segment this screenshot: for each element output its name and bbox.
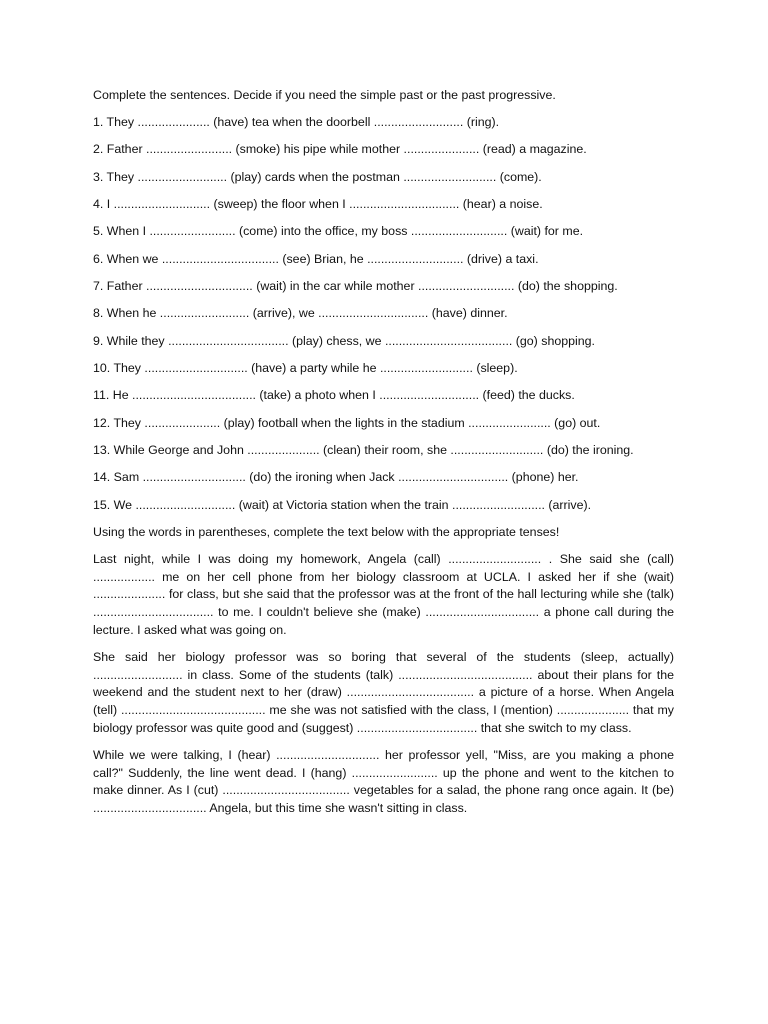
story-paragraph-1: Last night, while I was doing my homework, Angela (call) ........................... . She said she (call) .................. me on her cell phone from her biology classroom at UCLA. I asked her if she (wait) ..................... for class, but she said that the professor was at the front of the hall lecturing while she (talk) ................................... to me. I couldn't believe she (make) ................................. a phone call during the lecture. I asked what was going on. [93,552,674,637]
exercise-item: 6. When we .................................. (see) Brian, he ............................ (drive) a taxi. [93,251,539,266]
exercise-item: 2. Father ......................... (smoke) his pipe while mother ...................... (read) a magazine. [93,142,587,157]
exercise-item: 8. When he .......................... (arrive), we ................................ (have) dinner. [93,306,508,321]
worksheet-page [93,87,674,827]
exercise-item: 1. They ..................... (have) tea when the doorbell .......................... (ring). [93,115,500,129]
exercise-item: 14. Sam .............................. (do) the ironing when Jack ................................ (phone) her. [93,470,579,485]
exercise-item: 9. While they ................................... (play) chess, we ..................................... (go) shopping. [93,333,595,348]
exercise-item: 12. They ...................... (play) football when the lights in the stadium ........................ (go) out. [93,415,601,430]
story-paragraph-2: She said her biology professor was so boring that several of the students (sleep, actually) .......................... in class. Some of the students (talk) ....................................... about their plans for the weekend and the student next to her (draw) ..................................... a picture of a horse. When Angela (tell) .......................................... me she was not satisfied with the class, I (mention) ..................... that my biology professor was quite good and (suggest) ................................... that she switch to my class. [93,650,674,735]
exercise-item: 10. They .............................. (have) a party while he ........................... (sleep). [93,361,518,376]
exercise-item: 13. While George and John ..................... (clean) their room, she ........................... (do) the ironing. [93,443,634,458]
exercise-item: 3. They .......................... (play) cards when the postman ........................... (come). [93,169,542,184]
exercise-item: 7. Father ............................... (wait) in the car while mother ............................ (do) the shopping. [93,279,618,294]
exercise-item: 5. When I ......................... (come) into the office, my boss ............................ (wait) for me. [93,224,584,239]
exercise-item: 11. He .................................... (take) a photo when I ............................. (feed) the ducks. [93,388,575,403]
exercise-list [93,114,674,514]
instructions-simple-past: Complete the sentences. Decide if you need the simple past or the past progressive. [93,88,556,102]
exercise-item: 15. We ............................. (wait) at Victoria station when the train ........................... (arrive). [93,497,592,512]
exercise-item: 4. I ............................ (sweep) the floor when I ................................ (hear) a noise. [93,197,543,212]
story-paragraph-3: While we were talking, I (hear) .............................. her professor yell, "Miss, are you making a phone call?" Suddenly, the line went dead. I (hang) ......................... up the phone and went to the kitchen to make dinner. As I (cut) ..................................... vegetables for a salad, the phone rang once again. It (be) ................................. Angela, but this time she wasn't sitting in class. [93,748,674,815]
instructions-text-completion: Using the words in parentheses, complete the text below with the appropriate tenses! [93,525,560,540]
